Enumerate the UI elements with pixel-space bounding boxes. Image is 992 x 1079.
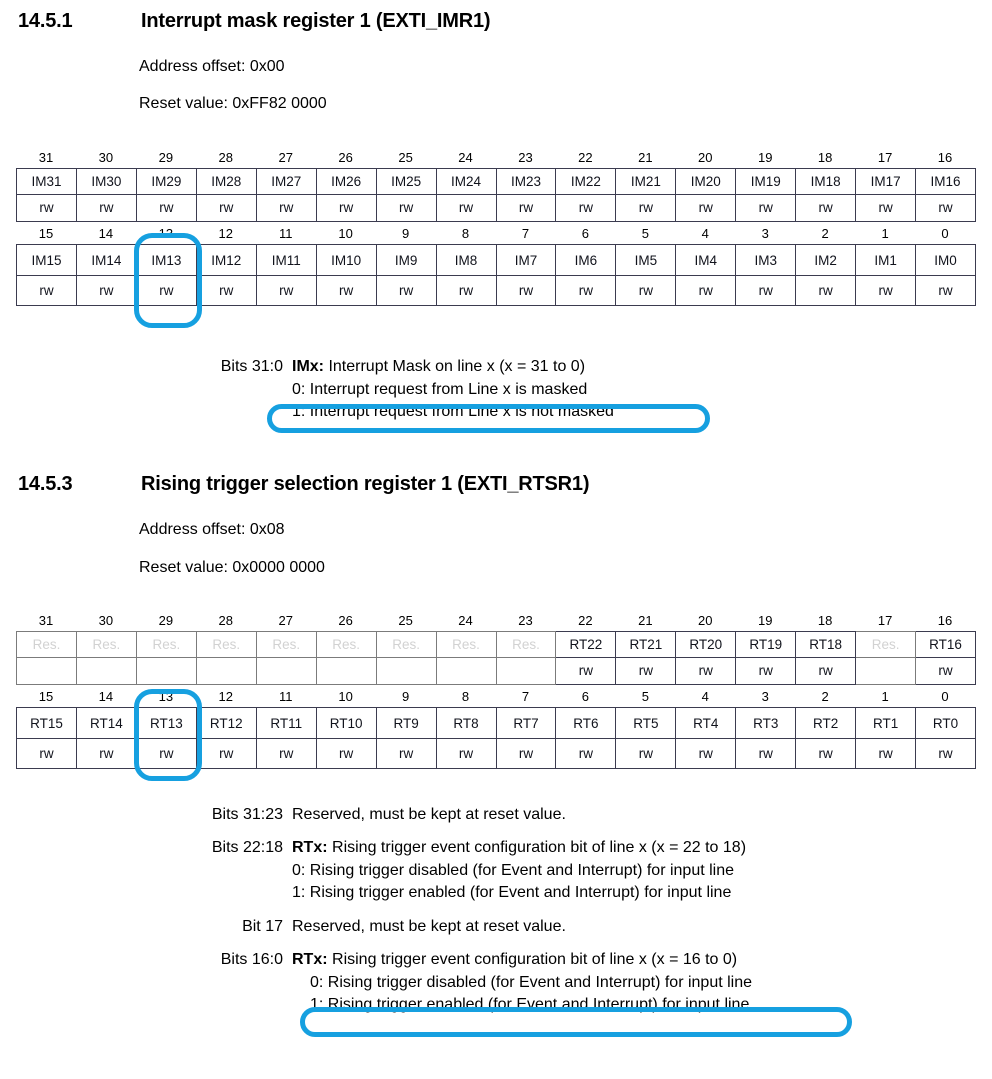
bit-field-cell: IM14 [77,244,137,276]
bit-number-cell: 23 [518,613,533,628]
reserved-access-cell [77,658,137,685]
section-title: Rising trigger selection register 1 (EXTI_RTSR1) [141,473,590,495]
reset-value-rtsr1: Reset value: 0x0000 0000 [139,559,325,576]
bit-field-cell: RT1 [856,707,916,739]
spacer [187,906,752,918]
bit-number-cell: 25 [398,613,413,628]
bit-number-cell: 8 [461,689,470,704]
bit-number-cell: 2 [821,226,829,241]
bit-number-cell: 18 [817,150,833,165]
bit-field-text: Interrupt Mask on line x (x = 31 to 0) [328,358,586,375]
bit-access-row-low [16,276,976,306]
bit-number-cell: 28 [218,613,234,628]
bit-field-cell: IM28 [197,168,257,195]
bit-descriptions-imr1 [187,358,614,425]
bit-field-row-high [16,631,976,658]
bit-descriptions-rtsr1 [187,806,752,1018]
bit-field-text: Rising trigger event configuration bit of line x (x = 16 to 0) [332,951,738,968]
bit-number-cell: 29 [158,150,174,165]
bit-field-cell: RT5 [616,707,676,739]
access-cell: rw [197,276,257,306]
reserved-cell: Res. [17,631,77,658]
bit-field-cell: RT3 [736,707,796,739]
bits-description: Reserved, must be kept at reset value. [292,806,566,823]
reserved-access-cell [257,658,317,685]
bit-field-cell: RT14 [77,707,137,739]
access-cell: rw [497,195,557,222]
bits-description [292,951,737,969]
reserved-cell: Res. [856,631,916,658]
access-cell: rw [916,195,976,222]
bit-number-cell: 2 [821,689,829,704]
bit-field-cell: IM20 [676,168,736,195]
bit-field-cell: RT9 [377,707,437,739]
reserved-cell: Res. [437,631,497,658]
access-cell: rw [856,195,916,222]
bit-number-cell: 19 [757,613,773,628]
bit-field-cell: RT10 [317,707,377,739]
section-heading-rtsr1 [18,473,589,496]
bit-field-cell: RT16 [916,631,976,658]
bit-number-cell: 27 [278,613,293,628]
access-cell: rw [257,276,317,306]
access-cell: rw [676,658,736,685]
access-cell: rw [616,276,676,306]
bit-field-cell: IM19 [736,168,796,195]
bit-number-cell: 24 [458,150,473,165]
access-cell: rw [556,739,616,769]
bits-range-label: Bits 16:0 [220,951,283,968]
bit-field-cell: RT22 [556,631,616,658]
bit-number-cell: 26 [338,150,353,165]
bit-field-row-low [16,244,976,276]
register-table-rtsr1 [16,611,975,769]
bit-number-cell: 29 [158,613,174,628]
access-cell: rw [17,739,77,769]
bit-number-cell: 15 [38,689,54,704]
address-offset-rtsr1: Address offset: 0x08 [139,521,285,538]
reserved-access-cell [17,658,77,685]
access-cell: rw [556,195,616,222]
bit-number-cell: 5 [641,689,649,704]
access-cell: rw [497,276,557,306]
bit-field-cell: IM0 [916,244,976,276]
bit-field-cell: RT12 [197,707,257,739]
bit-number-cell: 30 [98,613,114,628]
bit-field-row-high [16,168,976,195]
bit-field-cell: IM27 [257,168,317,195]
reserved-access-cell [497,658,557,685]
bit-number-cell: 3 [761,226,769,241]
bit-field-cell: IM11 [257,244,317,276]
bit-number-cell: 6 [581,226,590,241]
access-cell: rw [437,739,497,769]
bit-field-cell: RT7 [497,707,557,739]
access-cell: rw [137,739,197,769]
bit-number-cell: 30 [98,150,114,165]
bit-field-name: RTx: [292,951,328,968]
bit-number-row-low [16,224,975,244]
bit-field-name: RTx: [292,839,328,856]
bit-number-cell: 26 [338,613,353,628]
access-cell: rw [676,739,736,769]
bit-field-cell: IM7 [497,244,557,276]
reserved-cell: Res. [257,631,317,658]
bit-value-line: 0: Interrupt request from Line x is masked [292,381,588,398]
access-cell: rw [796,658,856,685]
bit-number-cell: 5 [641,226,649,241]
bit-number-cell: 1 [881,226,889,241]
bit-field-cell: IM18 [796,168,856,195]
bit-field-cell: IM25 [377,168,437,195]
section-title: Interrupt mask register 1 (EXTI_IMR1) [141,10,491,32]
bit-number-cell: 22 [578,150,593,165]
description-row [187,839,752,862]
bit-number-cell: 9 [401,226,410,241]
bits-description: Reserved, must be kept at reset value. [292,918,566,935]
description-row [187,806,752,829]
access-cell: rw [317,739,377,769]
access-cell: rw [437,195,497,222]
access-cell: rw [616,658,676,685]
bit-field-cell: IM8 [437,244,497,276]
bit-field-cell: IM4 [676,244,736,276]
access-cell: rw [377,195,437,222]
access-cell: rw [317,195,377,222]
bit-number-cell: 4 [701,689,709,704]
bit-field-cell: RT13 [137,707,197,739]
reserved-cell: Res. [77,631,137,658]
access-cell: rw [616,195,676,222]
bit-number-cell: 12 [218,226,234,241]
bit-field-cell: RT20 [676,631,736,658]
bit-field-cell: IM16 [916,168,976,195]
bit-number-cell: 1 [881,689,889,704]
bit-number-cell: 23 [518,150,533,165]
bit-field-cell: IM12 [197,244,257,276]
bit-field-cell: RT0 [916,707,976,739]
bit-number-cell: 11 [278,689,293,704]
access-cell: rw [257,739,317,769]
bit-access-row-high [16,658,976,685]
bit-field-cell: RT6 [556,707,616,739]
bit-field-text: Rising trigger event configuration bit of line x (x = 22 to 18) [332,839,747,856]
bit-number-cell: 13 [158,689,174,704]
bit-number-cell: 13 [158,226,174,241]
bits-range-label: Bits 31:0 [220,358,283,375]
bit-number-cell: 20 [698,613,713,628]
reserved-access-cell [377,658,437,685]
bit-number-cell: 31 [38,150,54,165]
bit-field-cell: IM17 [856,168,916,195]
reserved-access-cell [856,658,916,685]
bit-field-cell: RT15 [17,707,77,739]
access-cell: rw [137,276,197,306]
bits-range-label: Bits 31:23 [211,806,283,823]
reserved-cell: Res. [317,631,377,658]
bit-value-line: 1: Rising trigger enabled (for Event and Interrupt) for input line [310,996,750,1013]
bit-access-row-low [16,739,976,769]
bit-number-cell: 12 [218,689,234,704]
bit-number-cell: 4 [701,226,709,241]
bit-number-cell: 22 [578,613,593,628]
access-cell: rw [796,739,856,769]
access-cell: rw [736,195,796,222]
reserved-cell: Res. [137,631,197,658]
access-cell: rw [736,276,796,306]
access-cell: rw [197,739,257,769]
bit-number-cell: 17 [877,150,893,165]
reserved-cell: Res. [197,631,257,658]
access-cell: rw [856,276,916,306]
access-cell: rw [916,658,976,685]
access-cell: rw [257,195,317,222]
bit-number-cell: 24 [458,613,473,628]
bits-range-label: Bits 22:18 [211,839,283,856]
reserved-access-cell [437,658,497,685]
bit-number-cell: 14 [98,226,114,241]
access-cell: rw [17,195,77,222]
reserved-access-cell [317,658,377,685]
access-cell: rw [377,276,437,306]
bit-field-cell: IM29 [137,168,197,195]
bit-field-cell: IM31 [17,168,77,195]
bit-number-cell: 16 [937,150,953,165]
access-cell: rw [616,739,676,769]
bit-number-row-high [16,611,975,631]
section-heading-imr1 [18,10,490,33]
bit-number-cell: 7 [521,226,530,241]
address-offset-imr1: Address offset: 0x00 [139,58,285,75]
bit-number-cell: 31 [38,613,54,628]
spacer [187,829,752,839]
bit-number-cell: 21 [638,150,653,165]
bit-field-cell: IM21 [616,168,676,195]
bits-description [292,358,585,376]
access-cell: rw [796,195,856,222]
bit-number-cell: 10 [338,226,353,241]
bit-number-cell: 3 [761,689,769,704]
bit-field-cell: IM23 [497,168,557,195]
access-cell: rw [17,276,77,306]
access-cell: rw [736,739,796,769]
bit-field-cell: RT21 [616,631,676,658]
bit-field-cell: RT19 [736,631,796,658]
bit-number-cell: 7 [521,689,530,704]
bit-field-cell: RT4 [676,707,736,739]
access-cell: rw [497,739,557,769]
access-cell: rw [197,195,257,222]
access-cell: rw [437,276,497,306]
access-cell: rw [556,658,616,685]
bit-field-cell: IM6 [556,244,616,276]
access-cell: rw [796,276,856,306]
bit-number-cell: 18 [817,613,833,628]
bit-number-cell: 21 [638,613,653,628]
bit-field-cell: IM10 [317,244,377,276]
access-cell: rw [77,276,137,306]
description-row [187,951,752,974]
bit-field-cell: IM2 [796,244,856,276]
description-row [187,918,752,941]
bit-number-cell: 14 [98,689,114,704]
access-cell: rw [77,195,137,222]
bit-field-cell: IM24 [437,168,497,195]
bit-field-cell: IM13 [137,244,197,276]
bit-number-row-low [16,687,975,707]
bit-number-cell: 11 [278,226,293,241]
bit-number-cell: 6 [581,689,590,704]
reset-value-imr1: Reset value: 0xFF82 0000 [139,95,327,112]
access-cell: rw [736,658,796,685]
access-cell: rw [556,276,616,306]
bit-field-cell: IM30 [77,168,137,195]
access-cell: rw [77,739,137,769]
bit-field-cell: IM5 [616,244,676,276]
spacer [187,941,752,951]
access-cell: rw [856,739,916,769]
bit-field-cell: IM3 [736,244,796,276]
bit-number-cell: 8 [461,226,470,241]
bit-number-cell: 0 [941,689,949,704]
bit-field-cell: IM9 [377,244,437,276]
bit-number-cell: 15 [38,226,54,241]
bit-value-line: 1: Interrupt request from Line x is not masked [292,403,614,420]
bit-number-cell: 20 [698,150,713,165]
bit-number-cell: 17 [877,613,893,628]
access-cell: rw [137,195,197,222]
bit-field-cell: IM1 [856,244,916,276]
bit-number-row-high [16,148,975,168]
bit-number-cell: 19 [757,150,773,165]
description-row [187,358,614,381]
bit-field-name: IMx: [292,358,324,375]
bit-field-row-low [16,707,976,739]
bit-field-cell: RT11 [257,707,317,739]
access-cell: rw [317,276,377,306]
section-number: 14.5.3 [18,473,73,495]
register-table-imr1 [16,148,975,306]
bit-field-cell: RT18 [796,631,856,658]
access-cell: rw [676,276,736,306]
reserved-cell: Res. [377,631,437,658]
bit-value-line: 0: Rising trigger disabled (for Event and Interrupt) for input line [310,974,753,991]
bit-number-cell: 16 [937,613,953,628]
bit-number-cell: 28 [218,150,234,165]
bit-field-cell: RT8 [437,707,497,739]
bit-field-cell: IM22 [556,168,616,195]
bit-field-cell: IM26 [317,168,377,195]
bit-number-cell: 9 [401,689,410,704]
bit-number-cell: 10 [338,689,353,704]
bits-range-label: Bit 17 [242,918,283,935]
reserved-access-cell [197,658,257,685]
access-cell: rw [377,739,437,769]
section-number: 14.5.1 [18,10,73,32]
reserved-access-cell [137,658,197,685]
bit-number-cell: 25 [398,150,413,165]
access-cell: rw [916,739,976,769]
bit-number-cell: 0 [941,226,949,241]
access-cell: rw [676,195,736,222]
access-cell: rw [916,276,976,306]
bit-value-line: 1: Rising trigger enabled (for Event and Interrupt) for input line [292,884,732,901]
bit-field-cell: RT2 [796,707,856,739]
reserved-cell: Res. [497,631,557,658]
bits-description [292,839,746,857]
bit-access-row-high [16,195,976,222]
bit-value-line: 0: Rising trigger disabled (for Event and Interrupt) for input line [292,862,735,879]
bit-field-cell: IM15 [17,244,77,276]
bit-number-cell: 27 [278,150,293,165]
